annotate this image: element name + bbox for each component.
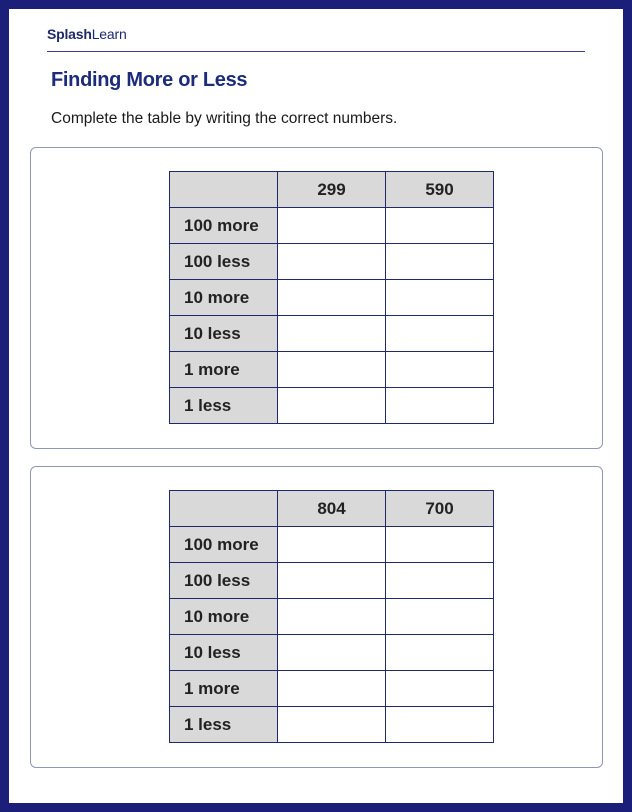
table-row (170, 280, 494, 316)
table-row (170, 244, 494, 280)
answer-cell[interactable] (278, 707, 386, 743)
answer-cell[interactable] (278, 599, 386, 635)
answer-cell[interactable] (278, 635, 386, 671)
row-label: 100 less (170, 244, 278, 280)
brand-logo (47, 26, 127, 42)
answer-cell[interactable] (386, 599, 494, 635)
row-label: 10 more (170, 599, 278, 635)
row-label: 100 more (170, 527, 278, 563)
answer-cell[interactable] (386, 671, 494, 707)
answer-cell[interactable] (386, 244, 494, 280)
table-row (170, 527, 494, 563)
answer-cell[interactable] (278, 280, 386, 316)
answer-cell[interactable] (278, 527, 386, 563)
table-row (170, 563, 494, 599)
worksheet-page (9, 9, 623, 803)
answer-cell[interactable] (386, 635, 494, 671)
answer-cell[interactable] (386, 527, 494, 563)
answer-cell[interactable] (278, 563, 386, 599)
column-header: 700 (386, 491, 494, 527)
table-header-row (170, 172, 494, 208)
table-row (170, 352, 494, 388)
corner-cell (170, 172, 278, 208)
column-header: 590 (386, 172, 494, 208)
table-panel-1 (30, 147, 603, 449)
row-label: 10 more (170, 280, 278, 316)
table-row (170, 599, 494, 635)
brand-logo-part2: Learn (91, 26, 127, 42)
corner-cell (170, 491, 278, 527)
table-row (170, 707, 494, 743)
row-label: 1 more (170, 671, 278, 707)
row-label: 1 less (170, 707, 278, 743)
row-label: 1 more (170, 352, 278, 388)
answer-cell[interactable] (278, 388, 386, 424)
table-row (170, 635, 494, 671)
column-header: 299 (278, 172, 386, 208)
answer-cell[interactable] (278, 671, 386, 707)
answer-cell[interactable] (386, 563, 494, 599)
answer-cell[interactable] (386, 316, 494, 352)
table-row (170, 208, 494, 244)
brand-logo-part1: Splash (47, 26, 92, 42)
table-header-row (170, 491, 494, 527)
table-row (170, 316, 494, 352)
row-label: 10 less (170, 316, 278, 352)
table-row (170, 671, 494, 707)
instructions-text: Complete the table by writing the correct numbers. (51, 110, 398, 127)
answer-cell[interactable] (386, 280, 494, 316)
more-less-table-1 (169, 171, 494, 424)
answer-cell[interactable] (386, 707, 494, 743)
header-divider (47, 51, 585, 52)
column-header: 804 (278, 491, 386, 527)
row-label: 100 less (170, 563, 278, 599)
answer-cell[interactable] (278, 208, 386, 244)
table-panel-2 (30, 466, 603, 768)
answer-cell[interactable] (278, 244, 386, 280)
answer-cell[interactable] (386, 388, 494, 424)
answer-cell[interactable] (386, 208, 494, 244)
worksheet-title: Finding More or Less (51, 69, 248, 91)
more-less-table-2 (169, 490, 494, 743)
answer-cell[interactable] (386, 352, 494, 388)
row-label: 1 less (170, 388, 278, 424)
row-label: 10 less (170, 635, 278, 671)
answer-cell[interactable] (278, 352, 386, 388)
table-row (170, 388, 494, 424)
row-label: 100 more (170, 208, 278, 244)
answer-cell[interactable] (278, 316, 386, 352)
